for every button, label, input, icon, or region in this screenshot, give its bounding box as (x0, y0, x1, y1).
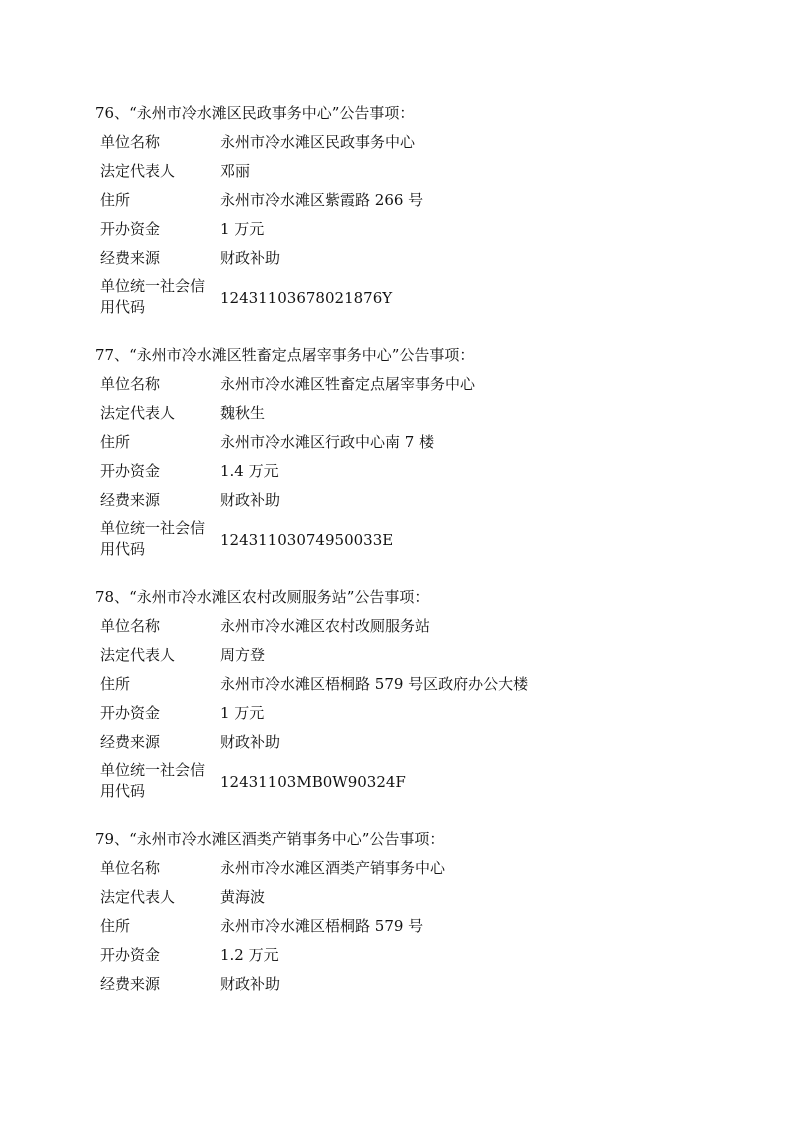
funding-source-row (95, 244, 715, 273)
start-up-capital-value: 1.4 万元 (220, 462, 279, 480)
legal-representative-value: 邓丽 (220, 162, 251, 180)
start-up-capital-label: 开办资金 (100, 462, 161, 480)
address-row (95, 670, 715, 699)
section-heading: 78、“永州市冷水滩区农村改厕服务站”公告事项： (95, 588, 430, 606)
unit-name-row (95, 370, 715, 399)
credit-code-row (95, 515, 715, 565)
legal-representative-label: 法定代表人 (100, 404, 176, 422)
legal-representative-label: 法定代表人 (100, 162, 176, 180)
unit-name-value: 永州市冷水滩区农村改厕服务站 (220, 617, 431, 635)
address-label: 住所 (100, 433, 131, 451)
funding-source-row (95, 970, 715, 999)
legal-representative-row (95, 883, 715, 912)
notice-section-76 (95, 98, 715, 323)
start-up-capital-label: 开办资金 (100, 704, 161, 722)
start-up-capital-row (95, 457, 715, 486)
funding-source-row (95, 728, 715, 757)
notice-section-77 (95, 340, 715, 565)
start-up-capital-value: 1.2 万元 (220, 946, 279, 964)
funding-source-label: 经费来源 (100, 249, 161, 267)
notice-section-78 (95, 582, 715, 807)
funding-source-label: 经费来源 (100, 491, 161, 509)
section-heading: 76、“永州市冷水滩区民政事务中心”公告事项： (95, 104, 415, 122)
funding-source-label: 经费来源 (100, 975, 161, 993)
address-label: 住所 (100, 191, 131, 209)
funding-source-value: 财政补助 (220, 249, 281, 267)
start-up-capital-value: 1 万元 (220, 704, 265, 722)
credit-code-label: 单位统一社会信用代码 (100, 277, 206, 316)
address-value: 永州市冷水滩区梧桐路 579 号区政府办公大楼 (220, 675, 529, 693)
section-heading: 77、“永州市冷水滩区牲畜定点屠宰事务中心”公告事项： (95, 346, 475, 364)
start-up-capital-label: 开办资金 (100, 946, 161, 964)
funding-source-value: 财政补助 (220, 975, 281, 993)
unit-name-label: 单位名称 (100, 133, 161, 151)
start-up-capital-label: 开办资金 (100, 220, 161, 238)
legal-representative-value: 魏秋生 (220, 404, 266, 422)
funding-source-value: 财政补助 (220, 491, 281, 509)
legal-representative-row (95, 157, 715, 186)
credit-code-value: 12431103678021876Y (220, 289, 393, 307)
address-label: 住所 (100, 675, 131, 693)
address-row (95, 186, 715, 215)
legal-representative-value: 周方登 (220, 646, 266, 664)
legal-representative-value: 黄海波 (220, 888, 266, 906)
legal-representative-row (95, 399, 715, 428)
legal-representative-label: 法定代表人 (100, 646, 176, 664)
start-up-capital-row (95, 215, 715, 244)
unit-name-label: 单位名称 (100, 859, 161, 877)
unit-name-row (95, 854, 715, 883)
legal-representative-row (95, 641, 715, 670)
credit-code-label: 单位统一社会信用代码 (100, 761, 206, 800)
notice-section-79 (95, 824, 715, 999)
unit-name-row (95, 128, 715, 157)
address-value: 永州市冷水滩区梧桐路 579 号 (220, 917, 424, 935)
credit-code-row (95, 757, 715, 807)
funding-source-row (95, 486, 715, 515)
address-value: 永州市冷水滩区紫霞路 266 号 (220, 191, 424, 209)
unit-name-label: 单位名称 (100, 375, 161, 393)
credit-code-label: 单位统一社会信用代码 (100, 519, 206, 558)
start-up-capital-row (95, 941, 715, 970)
address-row (95, 428, 715, 457)
credit-code-value: 12431103074950033E (220, 531, 394, 549)
unit-name-row (95, 612, 715, 641)
unit-name-value: 永州市冷水滩区牲畜定点屠宰事务中心 (220, 375, 476, 393)
start-up-capital-value: 1 万元 (220, 220, 265, 238)
address-value: 永州市冷水滩区行政中心南 7 楼 (220, 433, 435, 451)
legal-representative-label: 法定代表人 (100, 888, 176, 906)
section-heading: 79、“永州市冷水滩区酒类产销事务中心”公告事项： (95, 830, 445, 848)
address-row (95, 912, 715, 941)
address-label: 住所 (100, 917, 131, 935)
credit-code-value: 12431103MB0W90324F (220, 773, 406, 791)
unit-name-label: 单位名称 (100, 617, 161, 635)
unit-name-value: 永州市冷水滩区酒类产销事务中心 (220, 859, 446, 877)
unit-name-value: 永州市冷水滩区民政事务中心 (220, 133, 416, 151)
credit-code-row (95, 273, 715, 323)
start-up-capital-row (95, 699, 715, 728)
funding-source-value: 财政补助 (220, 733, 281, 751)
funding-source-label: 经费来源 (100, 733, 161, 751)
